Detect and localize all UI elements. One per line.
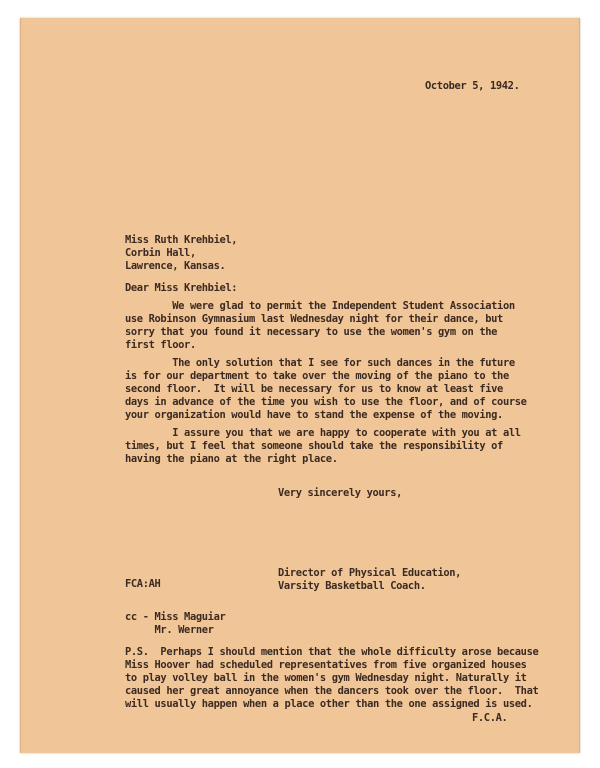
letter-date: October 5, 1942. (425, 80, 520, 92)
paragraph-3 (125, 427, 521, 466)
paragraph-line: having the piano at the right place. (125, 453, 338, 465)
postscript-line: P.S. Perhaps I should mention that the whole difficulty arose because (125, 646, 539, 658)
paragraph-line: I assure you that we are happy to cooperate with you at all (125, 427, 521, 439)
postscript-line: to play volley ball in the women's gym Wednesday night. Naturally it (125, 672, 527, 684)
paragraph-line: The only solution that I see for such dances in the future (125, 357, 515, 369)
paragraph-line: second floor. It will be necessary for us to know at least five (125, 383, 503, 395)
postscript (125, 646, 538, 711)
paragraph-line: use Robinson Gymnasium last Wednesday night for their dance, but (125, 313, 503, 325)
salutation: Dear Miss Krehbiel: (125, 282, 238, 294)
carbon-copy-list (125, 611, 225, 637)
signature-title (278, 567, 461, 593)
recipient-building: Corbin Hall, (125, 247, 196, 259)
paragraph-1 (125, 300, 515, 352)
paragraph-line: is for our department to take over the moving of the piano to the (125, 370, 509, 382)
postscript-line: Miss Hoover had scheduled representatives from five organized houses (125, 659, 527, 671)
paragraph-2 (125, 357, 527, 422)
paragraph-line: first floor. (125, 339, 196, 351)
recipient-address (125, 234, 237, 273)
recipient-city: Lawrence, Kansas. (125, 260, 226, 272)
paragraph-line: We were glad to permit the Independent Student Association (125, 300, 515, 312)
cc-line: cc - Miss Maguiar (125, 611, 226, 623)
recipient-name: Miss Ruth Krehbiel, (125, 234, 238, 246)
postscript-line: will usually happen when a place other than the one assigned is used. (125, 698, 533, 710)
signature-line: Director of Physical Education, (278, 567, 462, 579)
closing: Very sincerely yours, (278, 487, 403, 499)
paragraph-line: days in advance of the time you wish to use the floor, and of course (125, 396, 527, 408)
ps-initials: F.C.A. (472, 712, 508, 724)
reference-initials: FCA:AH (125, 578, 161, 590)
paragraph-line: times, but I feel that someone should take the responsibility of (125, 440, 503, 452)
cc-line: Mr. Werner (125, 624, 214, 636)
paragraph-line: sorry that you found it necessary to use the women's gym on the (125, 326, 498, 338)
signature-line: Varsity Basketball Coach. (278, 580, 426, 592)
paragraph-line: your organization would have to stand the expense of the moving. (125, 409, 503, 421)
postscript-line: caused her great annoyance when the dancers took over the floor. That (125, 685, 539, 697)
